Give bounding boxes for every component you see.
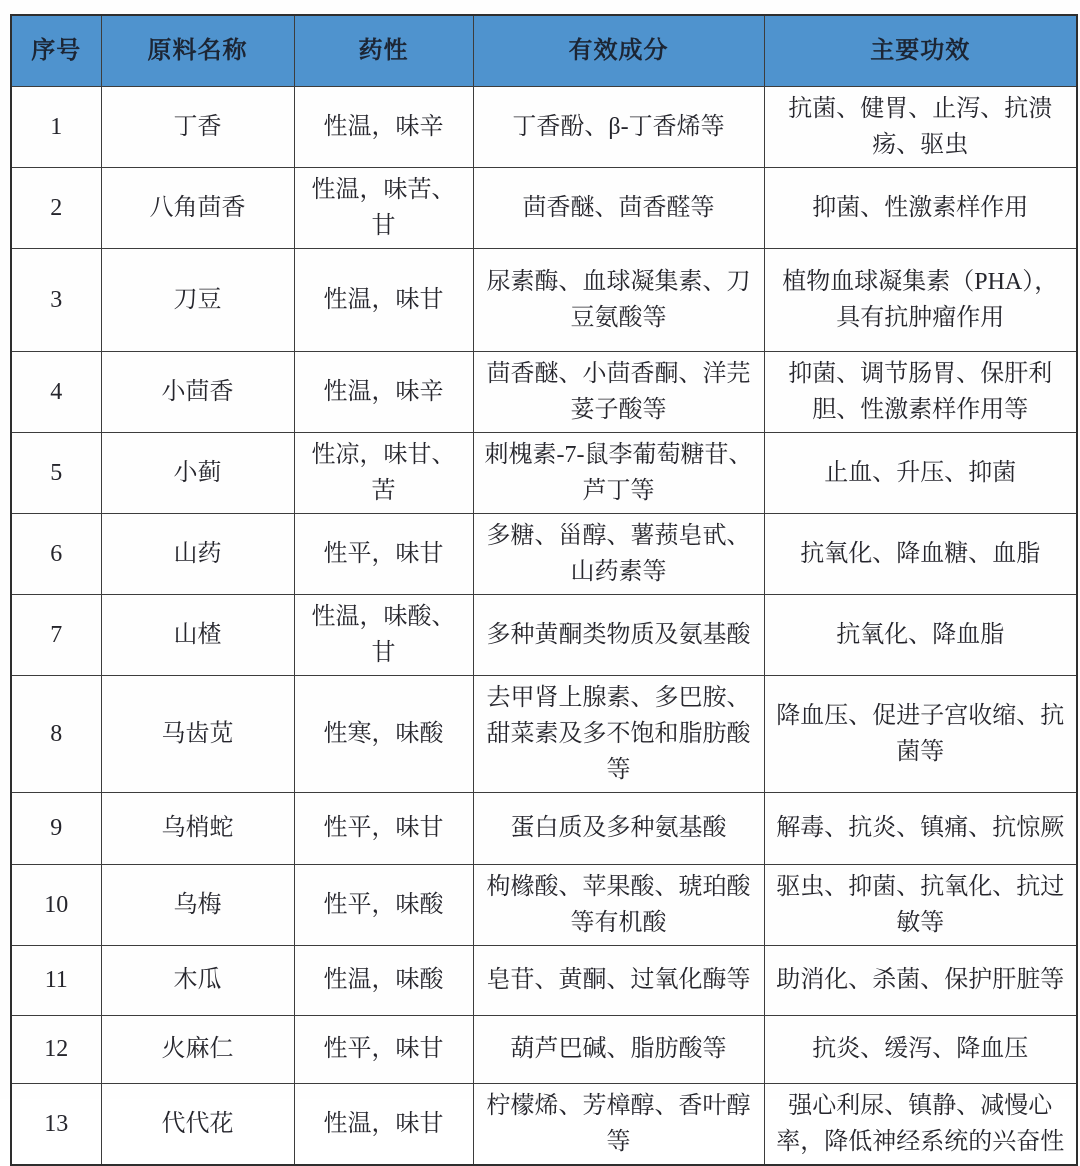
ingredients-table bbox=[10, 14, 1078, 1166]
table-row bbox=[11, 248, 1077, 351]
cell-name: 代代花 bbox=[101, 1083, 294, 1165]
cell-property: 性温，味苦、甘 bbox=[294, 167, 473, 248]
table-row bbox=[11, 513, 1077, 594]
cell-components: 刺槐素-7-鼠李葡萄糖苷、芦丁等 bbox=[473, 432, 764, 513]
cell-index: 1 bbox=[11, 86, 101, 167]
cell-components: 去甲肾上腺素、多巴胺、甜菜素及多不饱和脂肪酸等 bbox=[473, 675, 764, 792]
cell-property: 性温，味甘 bbox=[294, 248, 473, 351]
cell-index: 8 bbox=[11, 675, 101, 792]
cell-components: 皂苷、黄酮、过氧化酶等 bbox=[473, 945, 764, 1015]
table-row bbox=[11, 351, 1077, 432]
cell-name: 山药 bbox=[101, 513, 294, 594]
cell-property: 性温，味酸 bbox=[294, 945, 473, 1015]
cell-effects: 强心利尿、镇静、减慢心率，降低神经系统的兴奋性 bbox=[764, 1083, 1077, 1165]
table-row bbox=[11, 1015, 1077, 1083]
cell-index: 2 bbox=[11, 167, 101, 248]
cell-effects: 解毒、抗炎、镇痛、抗惊厥 bbox=[764, 792, 1077, 864]
cell-index: 11 bbox=[11, 945, 101, 1015]
table-row bbox=[11, 792, 1077, 864]
cell-effects: 植物血球凝集素（PHA），具有抗肿瘤作用 bbox=[764, 248, 1077, 351]
cell-property: 性平，味甘 bbox=[294, 1015, 473, 1083]
cell-index: 5 bbox=[11, 432, 101, 513]
cell-name: 木瓜 bbox=[101, 945, 294, 1015]
cell-effects: 止血、升压、抑菌 bbox=[764, 432, 1077, 513]
cell-index: 12 bbox=[11, 1015, 101, 1083]
cell-name: 马齿苋 bbox=[101, 675, 294, 792]
cell-property: 性凉，味甘、苦 bbox=[294, 432, 473, 513]
header-cell-effects: 主要功效 bbox=[764, 15, 1077, 86]
cell-index: 10 bbox=[11, 864, 101, 945]
header-cell-name: 原料名称 bbox=[101, 15, 294, 86]
header-cell-components: 有效成分 bbox=[473, 15, 764, 86]
cell-components: 尿素酶、血球凝集素、刀豆氨酸等 bbox=[473, 248, 764, 351]
cell-name: 小蓟 bbox=[101, 432, 294, 513]
table-row bbox=[11, 945, 1077, 1015]
cell-property: 性平，味甘 bbox=[294, 513, 473, 594]
cell-index: 9 bbox=[11, 792, 101, 864]
header-cell-property: 药性 bbox=[294, 15, 473, 86]
table-row bbox=[11, 594, 1077, 675]
cell-components: 多糖、甾醇、薯蓣皂甙、山药素等 bbox=[473, 513, 764, 594]
cell-components: 葫芦巴碱、脂肪酸等 bbox=[473, 1015, 764, 1083]
table-header-row bbox=[11, 15, 1077, 86]
cell-effects: 抑菌、调节肠胃、保肝利胆、性激素样作用等 bbox=[764, 351, 1077, 432]
cell-effects: 降血压、促进子宫收缩、抗菌等 bbox=[764, 675, 1077, 792]
cell-components: 枸橼酸、苹果酸、琥珀酸等有机酸 bbox=[473, 864, 764, 945]
cell-index: 13 bbox=[11, 1083, 101, 1165]
cell-property: 性平，味甘 bbox=[294, 792, 473, 864]
cell-property: 性温，味酸、甘 bbox=[294, 594, 473, 675]
table-row bbox=[11, 86, 1077, 167]
table-row bbox=[11, 864, 1077, 945]
cell-effects: 驱虫、抑菌、抗氧化、抗过敏等 bbox=[764, 864, 1077, 945]
table-row bbox=[11, 167, 1077, 248]
cell-property: 性寒，味酸 bbox=[294, 675, 473, 792]
cell-name: 山楂 bbox=[101, 594, 294, 675]
cell-property: 性温，味辛 bbox=[294, 351, 473, 432]
cell-name: 小茴香 bbox=[101, 351, 294, 432]
header-cell-index: 序号 bbox=[11, 15, 101, 86]
cell-name: 火麻仁 bbox=[101, 1015, 294, 1083]
cell-components: 丁香酚、β-丁香烯等 bbox=[473, 86, 764, 167]
cell-property: 性平，味酸 bbox=[294, 864, 473, 945]
cell-effects: 抗氧化、降血糖、血脂 bbox=[764, 513, 1077, 594]
cell-effects: 抗氧化、降血脂 bbox=[764, 594, 1077, 675]
cell-components: 蛋白质及多种氨基酸 bbox=[473, 792, 764, 864]
cell-effects: 抗菌、健胃、止泻、抗溃疡、驱虫 bbox=[764, 86, 1077, 167]
cell-index: 7 bbox=[11, 594, 101, 675]
cell-index: 6 bbox=[11, 513, 101, 594]
cell-name: 乌梢蛇 bbox=[101, 792, 294, 864]
cell-name: 刀豆 bbox=[101, 248, 294, 351]
table-row bbox=[11, 432, 1077, 513]
cell-property: 性温，味辛 bbox=[294, 86, 473, 167]
cell-effects: 抑菌、性激素样作用 bbox=[764, 167, 1077, 248]
cell-components: 茴香醚、茴香醛等 bbox=[473, 167, 764, 248]
cell-name: 乌梅 bbox=[101, 864, 294, 945]
cell-components: 茴香醚、小茴香酮、洋芫荽子酸等 bbox=[473, 351, 764, 432]
cell-effects: 助消化、杀菌、保护肝脏等 bbox=[764, 945, 1077, 1015]
cell-name: 丁香 bbox=[101, 86, 294, 167]
table-row bbox=[11, 675, 1077, 792]
cell-property: 性温，味甘 bbox=[294, 1083, 473, 1165]
cell-components: 柠檬烯、芳樟醇、香叶醇等 bbox=[473, 1083, 764, 1165]
cell-name: 八角茴香 bbox=[101, 167, 294, 248]
cell-effects: 抗炎、缓泻、降血压 bbox=[764, 1015, 1077, 1083]
cell-index: 3 bbox=[11, 248, 101, 351]
cell-components: 多种黄酮类物质及氨基酸 bbox=[473, 594, 764, 675]
cell-index: 4 bbox=[11, 351, 101, 432]
table-row bbox=[11, 1083, 1077, 1165]
